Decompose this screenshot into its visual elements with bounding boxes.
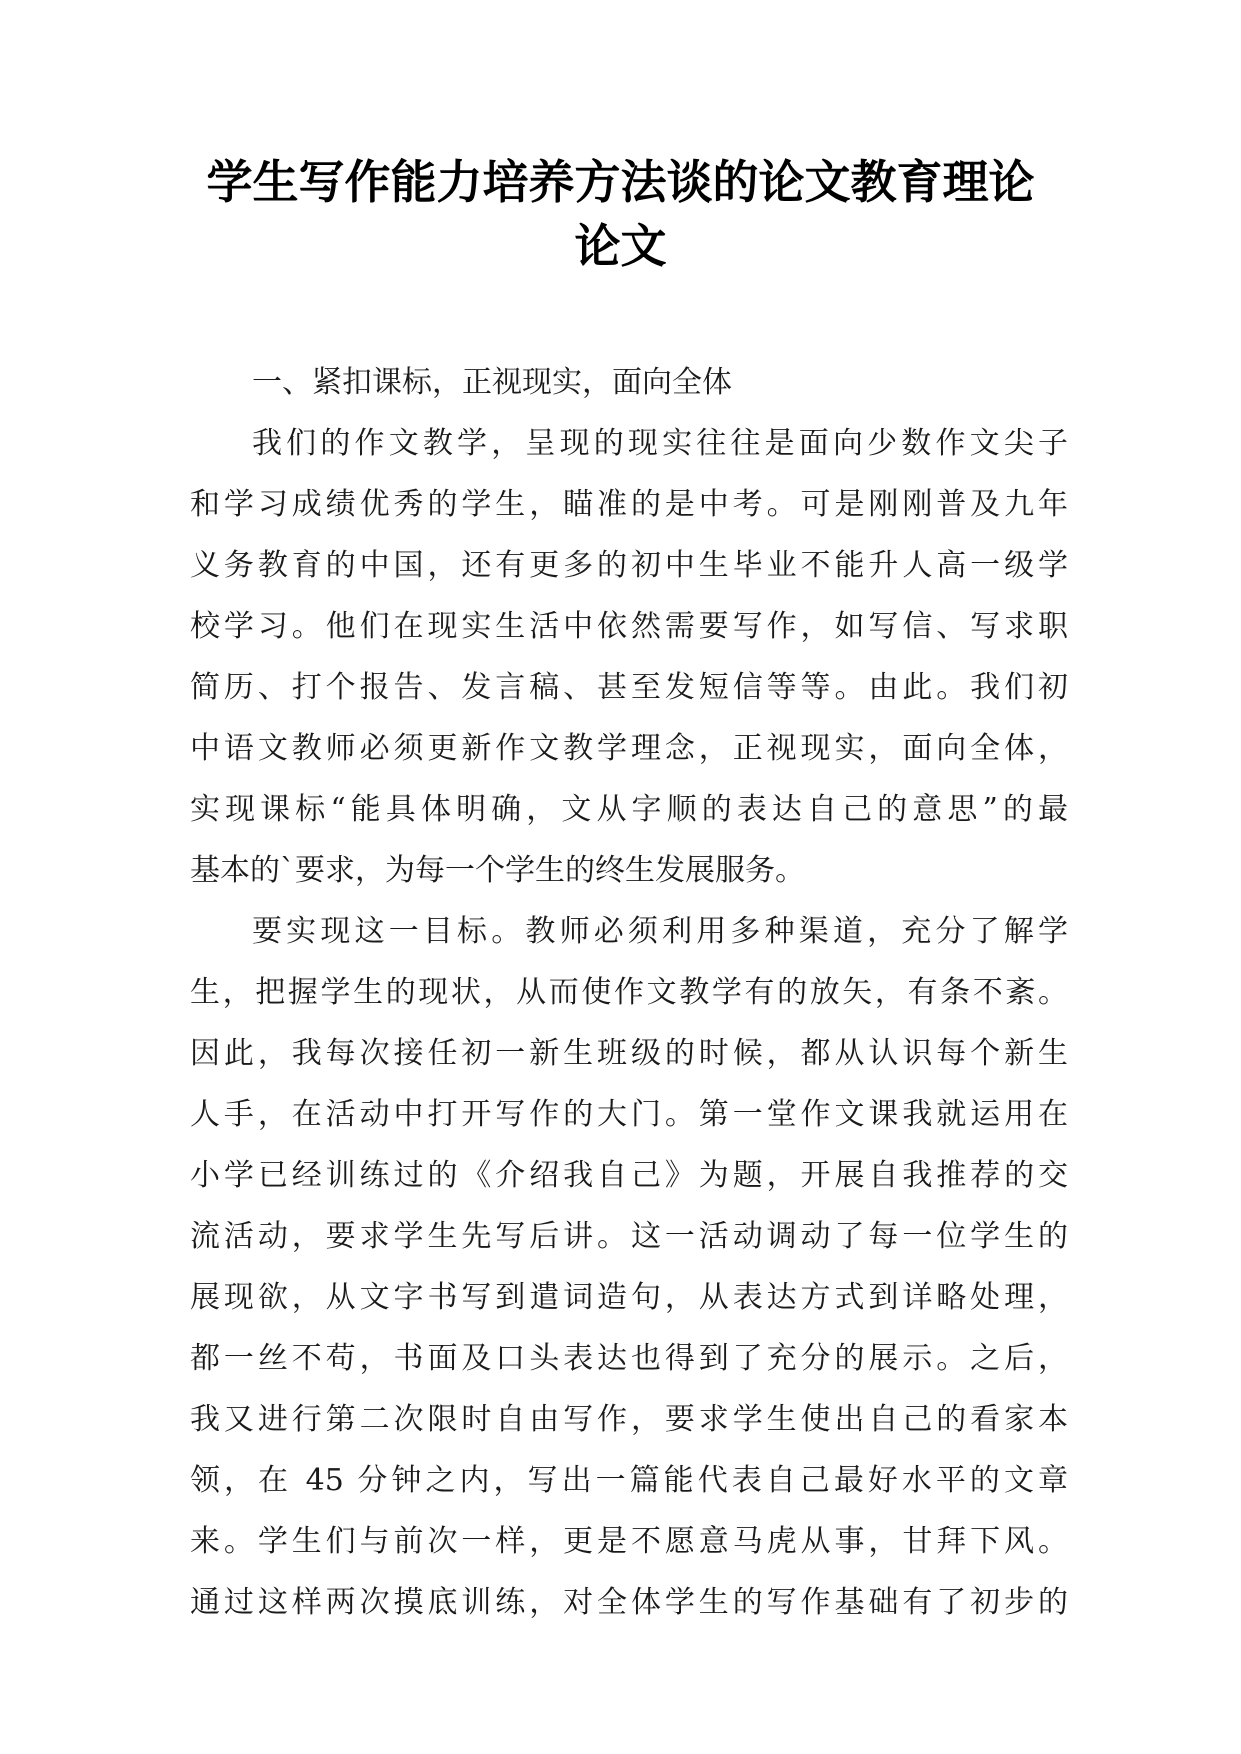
text-line: 义务教育的中国，还有更多的初中生毕业不能升人高一级学	[190, 548, 1068, 583]
text-line: 生，把握学生的现状，从而使作文教学有的放矢，有条不紊。	[190, 975, 1068, 1010]
text-line: 人手，在活动中打开写作的大门。第一堂作文课我就运用在	[190, 1097, 1068, 1132]
document-title	[150, 150, 1091, 278]
title-line-2: 论文	[574, 219, 667, 273]
text-line: 和学习成绩优秀的学生，瞄准的是中考。可是刚刚普及九年	[190, 487, 1068, 522]
text-line: 来。学生们与前次一样，更是不愿意马虎从事，甘拜下风。	[190, 1524, 1068, 1559]
text-line: 中语文教师必须更新作文教学理念，正视现实，面向全体，	[190, 731, 1068, 766]
text-line: 小学已经训练过的《介绍我自己》为题，开展自我推荐的交	[190, 1158, 1068, 1193]
section-heading: 一、紧扣课标，正视现实，面向全体	[252, 365, 732, 400]
text-line: 通过这样两次摸底训练，对全体学生的写作基础有了初步的	[190, 1585, 1068, 1620]
text-line: 实现课标“能具体明确，文从字顺的表达自己的意思”的最	[190, 792, 1068, 827]
text-line: 因此，我每次接任初一新生班级的时候，都从认识每个新生	[190, 1036, 1068, 1071]
text-line: 简历、打个报告、发言稿、甚至发短信等等。由此。我们初	[190, 670, 1068, 705]
document-body	[190, 352, 1068, 1633]
text-line: 都一丝不苟，书面及口头表达也得到了充分的展示。之后，	[190, 1341, 1068, 1376]
text-line: 我们的作文教学，呈现的现实往往是面向少数作文尖子	[252, 426, 1068, 461]
title-line-1: 学生写作能力培养方法谈的论文教育理论	[206, 155, 1035, 209]
text-line: 校学习。他们在现实生活中依然需要写作，如写信、写求职	[190, 609, 1068, 644]
text-line: 我又进行第二次限时自由写作，要求学生使出自己的看家本	[190, 1402, 1068, 1437]
text-line: 展现欲，从文字书写到遣词造句，从表达方式到详略处理，	[190, 1280, 1068, 1315]
text-line: 要实现这一目标。教师必须利用多种渠道，充分了解学	[252, 914, 1068, 949]
text-line: 流活动，要求学生先写后讲。这一活动调动了每一位学生的	[190, 1219, 1068, 1254]
text-line: 领，在 45 分钟之内，写出一篇能代表自己最好水平的文章	[190, 1463, 1068, 1498]
text-line: 基本的`要求，为每一个学生的终生发展服务。	[190, 853, 805, 888]
